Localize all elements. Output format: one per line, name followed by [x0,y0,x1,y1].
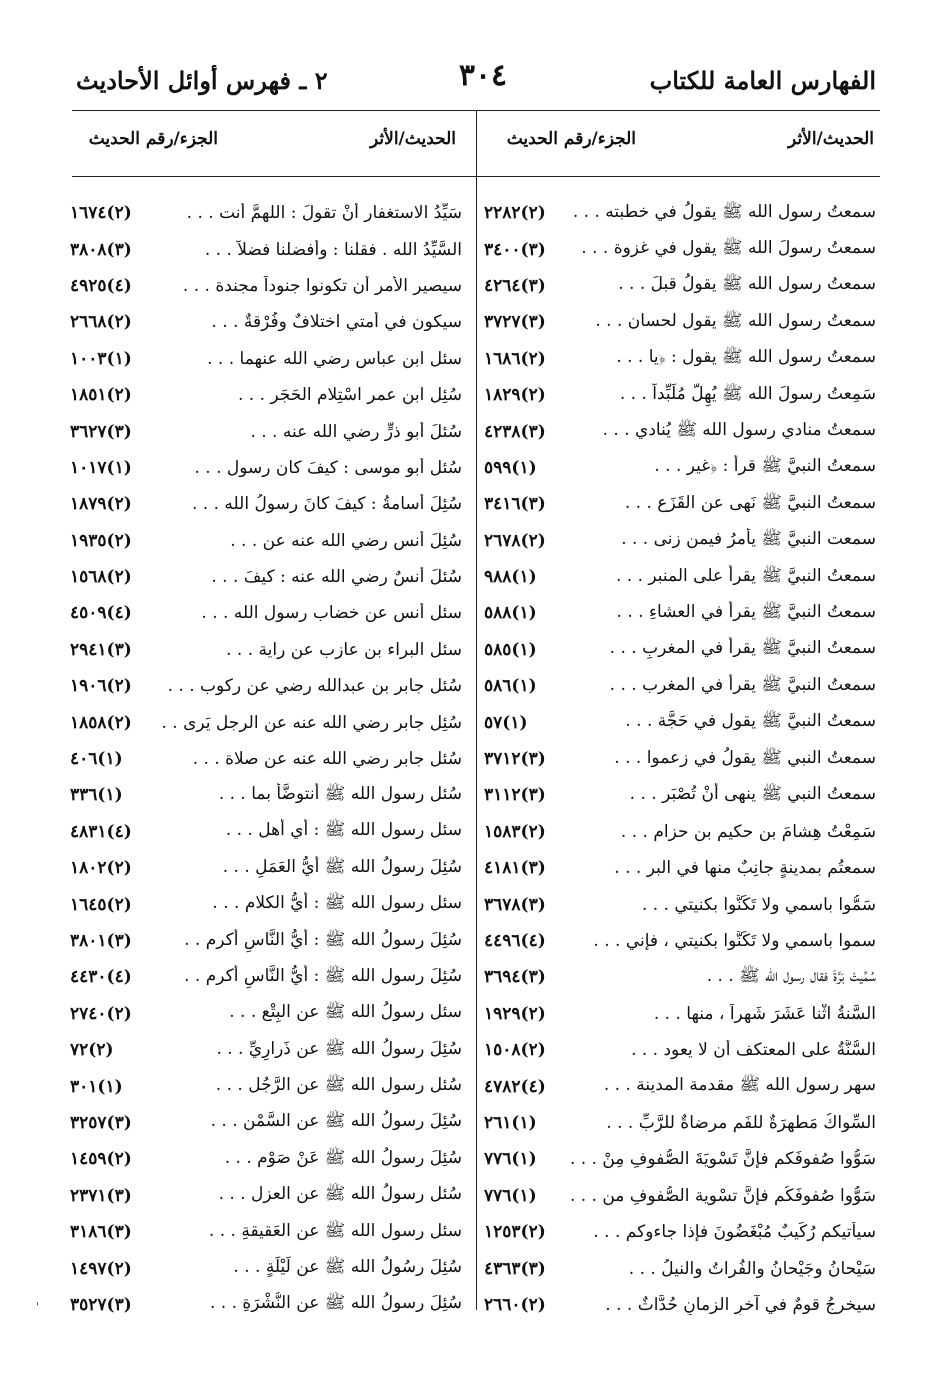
hadith-reference: (٢)١٨٥١ [70,385,132,406]
hadith-reference: (٣)٣٥٢٧ [70,1294,132,1315]
hadith-text: سمعتُ النبيَّ ﷺ يقرأ على المنبر . . . [615,565,876,586]
hadith-text: سَوُّوا صُفوفَكم فإنَّ تَسْويَةَ الصُّفوفِ مِنْ . . . [569,1149,876,1170]
hadith-reference: (٣)٤١٨١ [484,858,546,879]
index-entry [480,850,880,886]
hadith-reference: (٢)١٨٥٨ [70,712,132,733]
hadith-text: سموا باسمي ولا تَكَنَّوا بكنيتي ، فإني . . . [593,931,876,951]
index-entry [480,1250,880,1286]
hadith-reference: (١)٢٦١ [484,1112,537,1133]
hadith-text: سمعتُ رسول الله ﷺ يقولُ في خطبته . . . [572,201,876,222]
hadith-text: سيخرجُ قومٌ في آخرِ الزمانِ حُدَّاثٌ . . . [605,1294,876,1315]
index-entry [480,668,880,704]
index-entry [480,195,880,231]
hadith-text: سئل رسولُ الله ﷺ عن البِتْع . . . [229,1002,462,1023]
hadith-reference: (٤)٤٤٣٠ [70,967,132,988]
hadith-text: سُئِلَ رسُولُ الله ﷺ عن لَيْلَةٍ . . . [233,1257,462,1278]
index-entry [66,1178,466,1214]
hadith-reference: (٤)٤٧٨٢ [484,1076,546,1097]
hadith-text: سُئِلَ رسولُ الله ﷺ عَنْ صَوْم . . . [224,1147,462,1168]
index-entry [480,704,880,740]
index-entry [66,668,466,704]
hadith-reference: (٢)١٦٧٤ [70,203,132,224]
hadith-text: سُئل جابر رضي الله عنه عن صلاة . . . [192,749,462,770]
index-entry [480,304,880,340]
hadith-reference: (١)٩٨٨ [484,567,537,588]
index-entry [480,486,880,522]
index-entry [480,341,880,377]
hadith-reference: (٣)٢٣٧١ [70,1185,132,1206]
hadith-reference: (٣)٣٤٠٠ [484,239,546,260]
index-entry [480,741,880,777]
hadith-text: سُئِلَ أنس رضي الله عنه عن . . . [230,530,462,551]
hadith-text: سيكون في أُمتي اختلافٌ وفُرْقةٌ . . . [211,312,462,333]
hadith-text: سَمِعْتُ هِشامَ بن حكيم بن حزام . . . [620,821,876,842]
hadith-reference: (١)٧٧٦ [484,1185,537,1206]
hadith-reference: (١)٧٧٦ [484,1149,537,1170]
hadith-text: سئل البراء بن عازب عن راية . . . [226,639,462,660]
hadith-reference: (٣)٢٩٤١ [70,639,132,660]
hadith-text: سمعتُ منادي رسول الله ﷺ يُنادي . . . [602,420,876,441]
index-entry [480,523,880,559]
index-entry [66,741,466,777]
index-entry [480,923,880,959]
hadith-text: سُئل رسولُ الله ﷺ عن العزل . . . [218,1184,462,1205]
hadith-reference: (٤)٤٤٩٦ [484,931,546,951]
hadith-text: سمعتُ رسول الله ﷺ يقولُ قبلَ . . . [618,274,876,295]
index-entry [480,777,880,813]
hadith-text: سمعتُ النبيَّ ﷺ يقرأُ في المغربِ . . . [609,638,876,659]
hadith-reference: (١)٤٠٦ [70,749,123,770]
index-entry [480,268,880,304]
hadith-reference: (٣)٣١٨٦ [70,1222,132,1243]
right-column-head-ref: الجزء/رقم الحديث [506,129,636,149]
hadith-reference: (٢)١٩٠٦ [70,676,132,697]
hadith-reference: (٣)٣٤١٦ [484,494,546,515]
section-title: ٢ ـ فهرس أوائل الأحاديث [76,66,328,95]
hadith-reference: (٢)٧٢ [70,1040,114,1061]
hadith-reference: (٣)٣٦٧٨ [484,894,546,915]
hadith-text: سمعتُ النبيَّ ﷺ يقرأُ في المغرب . . . [609,674,876,695]
hadith-reference: (٣)٤٢٦٤ [484,275,546,296]
hadith-reference: (١)٥٨٦ [484,676,537,697]
hadith-reference: (٢)١٦٤٥ [70,894,132,915]
hadith-reference: (١)٥٩٩ [484,457,537,478]
hadith-text: سُئل أبو موسى : كيفَ كان رسول . . . [194,457,462,478]
index-entry [480,450,880,486]
index-entry [66,559,466,595]
hadith-text: سيأتيكم رُكَيبٌ مُبْغَضُونَ فإذا جاءوكم . . . [593,1222,876,1243]
index-entry [480,1032,880,1068]
hadith-text: سُئِلَ رسولُ الله ﷺ أيُّ العَمَلِ . . . [222,856,462,877]
hadith-text: سمعتُ النبيَّ ﷺ قرأ : ﴿غير . . . [654,456,876,477]
index-entry [66,886,466,922]
hadith-reference: (٢)١٤٩٧ [70,1258,132,1279]
hadith-reference: (٢)١٨٢٩ [484,385,546,406]
index-entry [480,1105,880,1141]
index-entry [66,850,466,886]
hadith-reference: (٣)٣٦٢٧ [70,421,132,442]
index-entry [66,341,466,377]
hadith-text: سَمِعتُ رسولَ الله ﷺ يُهِلُّ مُلَبِّداً . . . [619,383,876,404]
index-entry [66,1250,466,1286]
hadith-text: سَيْحانُ وجَيْحانُ والفُراتُ والنيلُ . . . [628,1258,876,1279]
hadith-text: سمعتُ رسول الله ﷺ يقول لحسان . . . [595,310,876,331]
index-entry [480,1178,880,1214]
index-entry [66,923,466,959]
book-title: الفهارس العامة للكتاب [649,66,876,95]
hadith-reference: (١)٣٠١ [70,1076,123,1097]
hadith-text: سُئل رسول الله ﷺ أنتوضَّأُ بما . . . [218,783,462,804]
index-entry [480,996,880,1032]
index-entry [66,450,466,486]
index-entry [66,304,466,340]
column-divider [476,110,477,1310]
index-entry [480,595,880,631]
hadith-reference: (٣)٣٧١٢ [484,749,546,770]
hadith-text: سُئل جابر بن عبدالله رضي عن ركوب . . . [167,676,462,697]
hadith-reference: (٤)٤٨٣١ [70,821,132,842]
index-entry [480,632,880,668]
index-entry [66,1032,466,1068]
hadith-text: سمعتُم بمدينةٍ جانِبٌ منها في البر . . . [614,858,876,879]
hadith-reference: (٣)٣٦٩٤ [484,967,546,988]
hadith-text: سُئِلَ رسولُ الله ﷺ : أيُّ النَّاسِ أكرم . . [184,929,462,950]
hadith-reference: (٢)١٩٢٩ [484,1003,546,1024]
index-entry [66,595,466,631]
index-entry [480,886,880,922]
hadith-text: سيصير الأمر أن تكونوا جنوداً مجندة . . . [182,275,462,296]
hadith-text: سمعتُ رسولَ الله ﷺ يقول في غزوة . . . [581,238,876,259]
hadith-text: سُمِّيتْ بَرَّةَ فقال رسول الله ﷺ . . . [706,965,876,986]
index-entry [480,814,880,850]
hadith-reference: (٢)٢٧٤٠ [70,1003,132,1024]
hadith-text: السِّواكُ مَطهرَةٌ للفَم مرضاةٌ للرَّبِّ . . . [606,1112,876,1133]
hadith-text: السُّنَّةُ على المعتكف أن لا يعود . . . [631,1040,876,1061]
index-entry [480,1287,880,1323]
left-column [66,195,466,1323]
index-entry [480,377,880,413]
hadith-reference: (٢)١٨٠٢ [70,858,132,879]
hadith-text: سمعتُ النبيَّ ﷺ نَهى عن القَزَع . . . [624,492,876,513]
hadith-text: سُئِلَ رسول الله ﷺ : أيُّ النَّاسِ أكرم . . [184,965,462,986]
hadith-reference: (٢)١٦٨٦ [484,348,546,369]
hadith-reference: (٣)٤٢٣٨ [484,421,546,442]
hadith-reference: (١)٥٨٨ [484,603,537,624]
hadith-text: سمعتُ النبي ﷺ ينهى أنْ تُصْبَر . . . [629,783,876,804]
index-entry [480,1068,880,1104]
hadith-text: سئل رسول الله ﷺ عن العَقيقةِ . . . [208,1220,462,1241]
index-entry [66,704,466,740]
hadith-reference: (٤)٤٥٠٩ [70,603,132,624]
index-entry [66,486,466,522]
hadith-text: سُئِلَ أسامةُ : كيفَ كانَ رسولُ الله . . . [192,494,462,515]
index-entry [66,996,466,1032]
hadith-text: سهر رسول الله ﷺ مقدمة المدينة . . . [603,1075,876,1096]
hadith-reference: (٣)٤٣٦٣ [484,1258,546,1279]
hadith-text: سُئِلَ رسولُ الله ﷺ عن السَّمْن . . . [210,1111,462,1132]
hadith-reference: (٢)١٨٧٩ [70,494,132,515]
hadith-reference: (٢)١٩٣٥ [70,530,132,551]
index-entry [66,268,466,304]
index-entry [480,413,880,449]
index-entry [66,777,466,813]
hadith-text: سئل ابن عباس رضي الله عنهما . . . [207,348,462,369]
hadith-text: سُئِل ابن عمر اسْتِلام الحَجَر . . . [237,385,462,406]
hadith-text: سئل رسول الله ﷺ : أي أهل . . . [225,820,462,841]
hadith-reference: (٢)٢٦٦٠ [484,1294,546,1315]
hadith-text: سُئلَ أنسٌ رضي الله عنه : كيفَ . . . [211,567,462,588]
index-entry [66,632,466,668]
hadith-text: سمعتُ النبي ﷺ يقولُ في زعموا . . . [614,747,876,768]
hadith-text: سمعتُ رسول الله ﷺ يقول : ﴿يا . . . [616,347,876,368]
hadith-text: سمعتُ النبيَّ ﷺ يقرأُ في العشاءِ . . . [616,601,876,622]
hadith-reference: (٣)٣٧٢٧ [484,312,546,333]
index-entry [66,1068,466,1104]
hadith-reference: (٢)٢٦٦٨ [70,312,132,333]
page-number: ٣٠٤ [458,58,508,93]
index-entry [66,1141,466,1177]
hadith-text: سَوُّوا صُفوفَكُم فإنَّ تسْوية الصُّفوفِ من . . . [569,1185,876,1206]
hadith-text: السَّنةُ اثْنا عَشَرَ شَهراً ، منها . . . [653,1003,876,1024]
left-column-head-hadith: الحديث/الأثر [370,129,456,149]
hadith-reference: (٤)٤٩٢٥ [70,275,132,296]
left-column-head-ref: الجزء/رقم الحديث [88,129,218,149]
index-entry [66,377,466,413]
index-entry [480,959,880,995]
hadith-reference: (٣)٣١١٢ [484,785,546,806]
hadith-reference: (٢)١٥٦٨ [70,567,132,588]
hadith-reference: (١)٥٨٥ [484,639,537,660]
hadith-reference: (٢)١٥٠٨ [484,1040,546,1061]
margin-mark: ' [36,1302,39,1313]
index-entry [480,1141,880,1177]
hadith-reference: (١)٣٣٦ [70,785,123,806]
index-entry [66,413,466,449]
index-entry [66,814,466,850]
hadith-reference: (٣)٣٢٥٧ [70,1112,132,1133]
hadith-text: سُئِلَ رسولُ الله ﷺ عن ذَرارِيِّ . . . [216,1038,462,1059]
right-column-head-hadith: الحديث/الأثر [788,129,874,149]
hadith-text: سُئلَ أبو ذرٍّ رضي الله عنه . . . [250,421,462,442]
hadith-text: سئل أنس عن خضاب رسول الله . . . [201,603,462,624]
hadith-reference: (٢)١٥٨٣ [484,821,546,842]
hadith-text: سَمُّوا باسمي ولا تَكَنَّوا بكنيتي . . . [641,894,876,915]
hadith-reference: (٢)٢٦٧٨ [484,530,546,551]
index-entry [66,195,466,231]
hadith-reference: (٢)١٤٥٩ [70,1149,132,1170]
index-entry [66,959,466,995]
hadith-reference: (١)١٠١٧ [70,457,132,478]
hadith-reference: (٢)١٢٥٣ [484,1222,546,1243]
hadith-text: سُئِل جابر رضي الله عنه عن الرجل يَرى . . [161,712,462,733]
hadith-text: سُئِلَ رسولُ الله ﷺ عن النُّشْرَةِ . . . [209,1293,462,1314]
index-entry [480,559,880,595]
hadith-reference: (٣)٣٨٠١ [70,931,132,951]
hadith-text: سمعتُ النبيَّ ﷺ يقول في حَجَّة . . . [625,711,876,732]
hadith-reference: (٢)٢٢٨٢ [484,203,546,224]
hadith-text: السَّيِّدُ الله . فقلنا : وأفضلنا فضلاً . . . [204,239,462,260]
index-entry [66,1287,466,1323]
index-entry [480,1214,880,1250]
hadith-text: سُئل رسول الله ﷺ عن الرَّجُل . . . [215,1075,462,1096]
index-entry [480,231,880,267]
hadith-reference: (١)٥٧ [484,712,528,733]
hadith-text: سئل رسول الله ﷺ : أيُّ الكلام . . . [212,893,462,914]
hadith-text: سمعت النبيَّ ﷺ يأمرُ فيمن زنى . . . [621,529,876,550]
hadith-reference: (٣)٣٨٠٨ [70,239,132,260]
hadith-text: سَيِّدُ الاستغفار أنْ تقولَ : اللهمَّ أنت . . . [186,203,462,224]
hadith-reference: (١)١٠٠٣ [70,348,132,369]
index-entry [66,523,466,559]
index-entry [66,231,466,267]
index-entry [66,1214,466,1250]
index-entry [66,1105,466,1141]
right-column [480,195,880,1323]
